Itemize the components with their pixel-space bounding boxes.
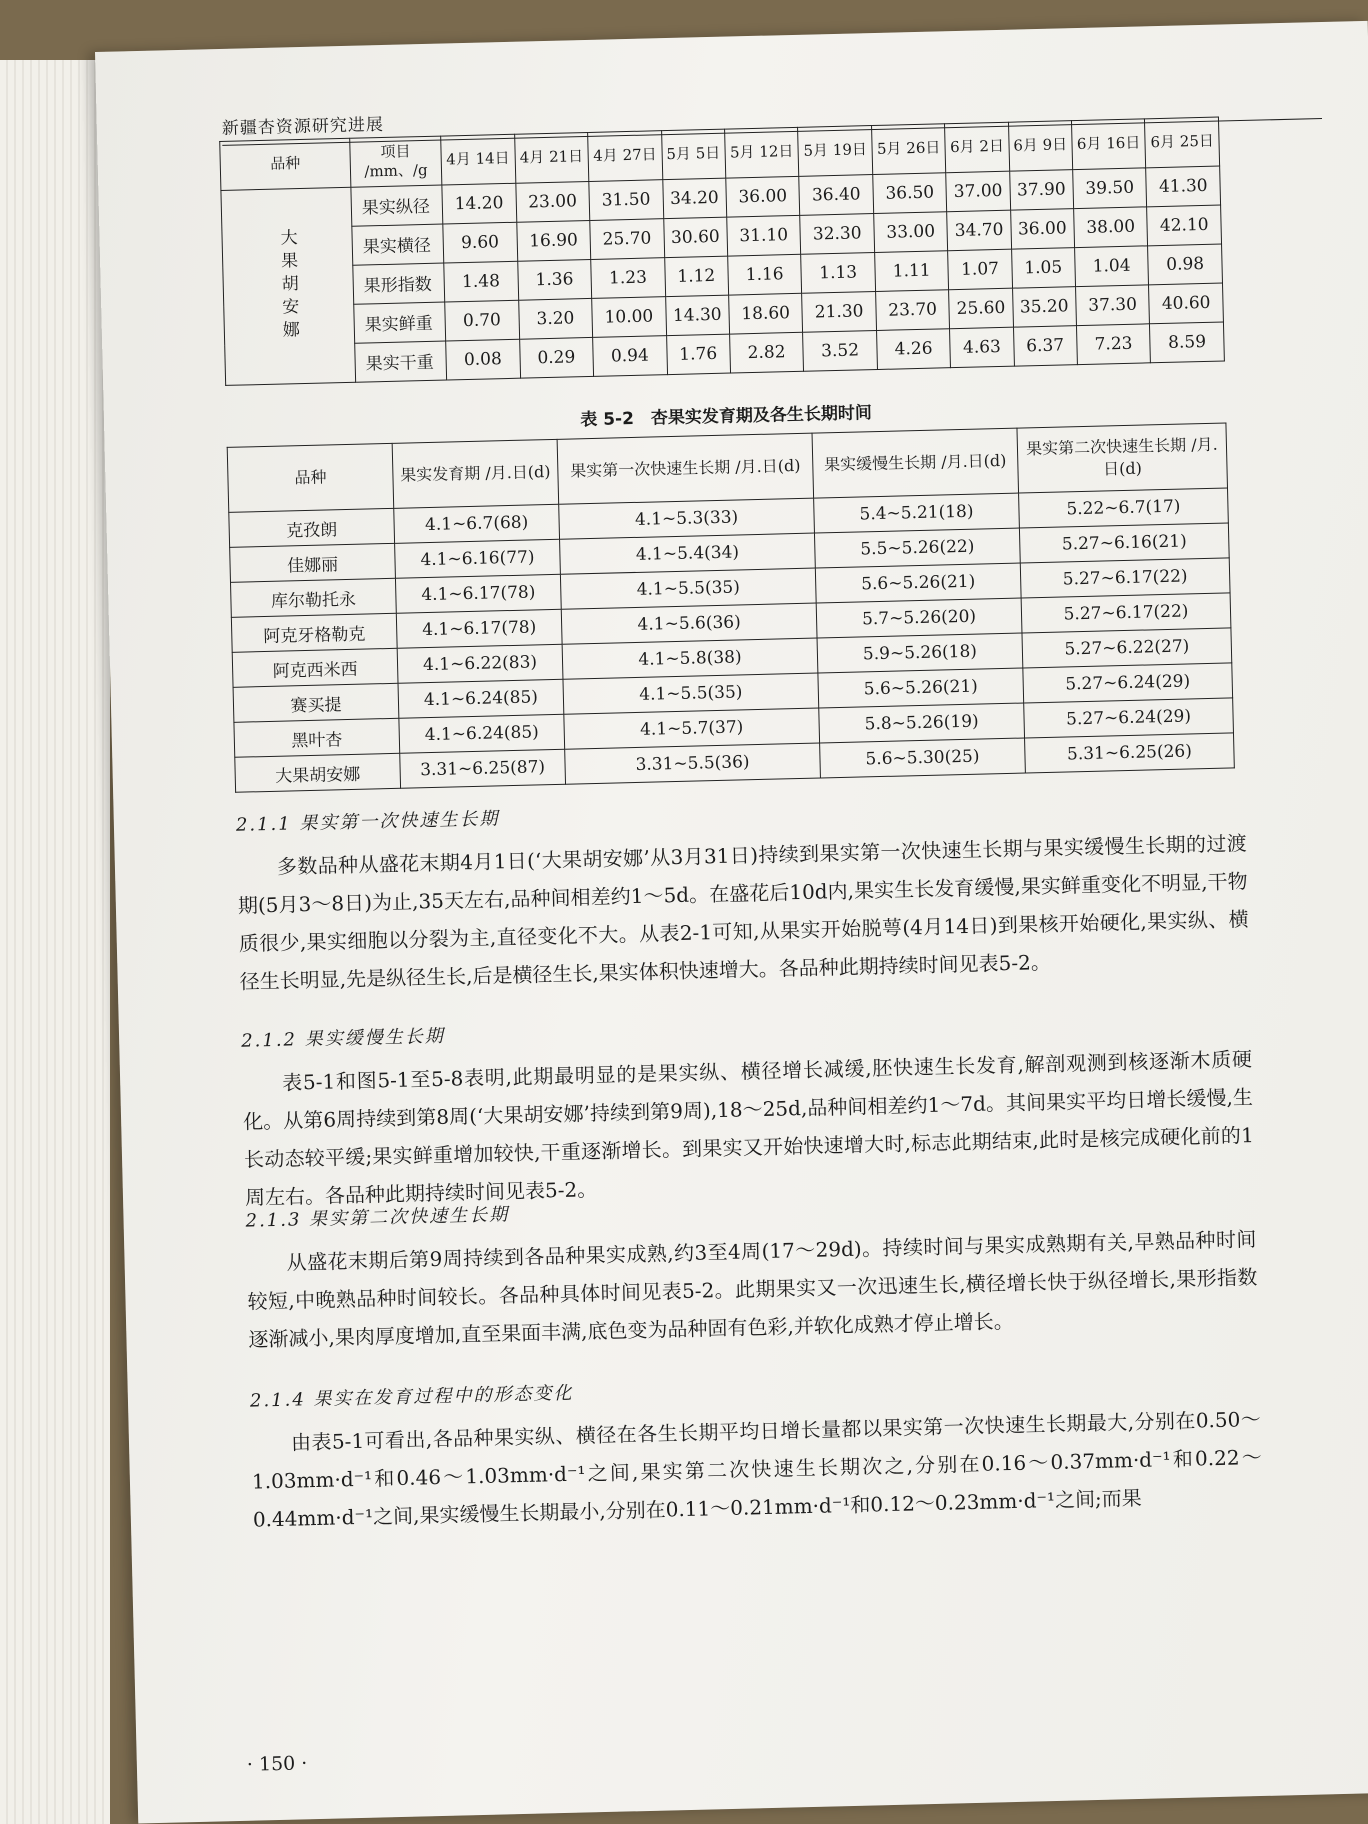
table2-cell: 4.1~6.24(85) xyxy=(398,679,564,718)
table2-cell: 5.27~6.16(21) xyxy=(1019,523,1229,563)
table2-cell: 4.1~5.5(35) xyxy=(563,673,819,714)
table2-cell: 5.27~6.24(29) xyxy=(1024,698,1234,738)
table-5-2 xyxy=(227,422,1235,792)
table1-cell: 1.76 xyxy=(666,334,730,375)
table1-cell: 1.48 xyxy=(444,261,518,302)
table1-cell: 21.30 xyxy=(802,291,876,332)
table1-row-label: 果形指数 xyxy=(353,263,445,304)
table1-cell: 34.20 xyxy=(662,178,726,219)
table2-cell: 5.6~5.30(25) xyxy=(820,738,1026,778)
table1-row-label: 果实鲜重 xyxy=(354,302,446,343)
paragraph: 表5-1和图5-1至5-8表明,此期最明显的是果实纵、横径增长减缓,胚快速生长发育,解剖观测到核逐渐木质硬化。从第6周持续到第8周(‘大果胡安娜’持续到第9周),18～25d,品种间相差约1～7d。其间果实平均日增长缓慢,生长动态较平缓;果实鲜重增加较快,干重逐渐增长。到果实又开始快速增大时,标志此期结束,此时是核完成硬化前的1周左右。各品种此期持续时间见表5-2。 xyxy=(242,1047,1255,1210)
table2-cell: 4.1~5.8(38) xyxy=(562,638,818,679)
table1-cell: 41.30 xyxy=(1146,166,1221,207)
table1-date: 6月 2日 xyxy=(945,122,1009,172)
table1-cell: 34.70 xyxy=(947,210,1011,251)
table1-cell: 36.50 xyxy=(873,172,947,213)
table2-cell: 5.5~5.26(22) xyxy=(814,528,1020,568)
table1-date: 5月 26日 xyxy=(871,124,946,174)
table1-unit-label: /mm、/g xyxy=(364,160,428,181)
table2-variety-cell: 阿克牙格勒克 xyxy=(231,613,397,652)
section-heading: 2.1.2 果实缓慢生长期 xyxy=(240,1025,445,1052)
table2-variety-cell: 阿克西米西 xyxy=(232,648,398,687)
table1-cell: 8.59 xyxy=(1150,322,1225,363)
table2-cell: 4.1~6.17(78) xyxy=(396,609,562,648)
table1-cell: 0.08 xyxy=(446,339,520,380)
table2-cell: 5.27~6.17(22) xyxy=(1021,593,1231,633)
paragraph: 从盛花末期后第9周持续到各品种果实成熟,约3至4周(17～29d)。持续时间与果实成熟期有关,早熟品种时间较短,中晚熟品种时间较长。各品种具体时间见表5-2。此期果实又一次迅速生长,横径增长快于纵径增长,果形指数逐渐减小,果肉厚度增加,直至果面丰满,底色变为品种固有色彩,并软化成熟才停止增长。 xyxy=(247,1226,1258,1352)
table1-cell: 4.63 xyxy=(950,327,1014,368)
table1-cell: 31.50 xyxy=(589,179,663,220)
table2-cell: 5.9~5.26(18) xyxy=(817,633,1023,673)
table-5-2-caption: 表 5-2 杏果实发育期及各生长期时间 xyxy=(580,403,873,431)
table1-date: 5月 12日 xyxy=(724,127,799,177)
table2-cell: 5.4~5.21(18) xyxy=(814,493,1020,533)
table2-cell: 5.27~6.22(27) xyxy=(1022,628,1232,668)
section-heading: 2.1.3 果实第二次快速生长期 xyxy=(245,1204,510,1232)
table1-cell: 1.16 xyxy=(727,254,801,295)
table1-cell: 25.70 xyxy=(590,218,664,259)
table1-cell: 38.00 xyxy=(1073,206,1147,247)
table2-cell: 5.6~5.26(21) xyxy=(815,563,1021,603)
table2-cell: 5.22~6.7(17) xyxy=(1019,488,1229,528)
paragraph: 多数品种从盛花末期4月1日(‘大果胡安娜’从3月31日)持续到果实第一次快速生长期与果实缓慢生长期的过渡期(5月3～8日)为止,35天左右,品种间相差约1～5d。在盛花后10d内,果实生长发育缓慢,果实鲜重变化不明显,干物质很少,果实细胞以分裂为主,直径变化不大。从表2-1可知,从果实开始脱萼(4月14日)到果核开始硬化,果实纵、横径生长明显,先是纵径生长,后是横径生长,果实体积快速增大。各品种此期持续时间见表5-2。 xyxy=(237,831,1249,994)
section-body xyxy=(242,1040,1255,1217)
table2-variety-cell: 大果胡安娜 xyxy=(235,753,401,792)
table1-cell: 33.00 xyxy=(873,211,947,252)
table1-cell: 0.98 xyxy=(1148,244,1223,285)
table2-cell: 4.1~5.6(36) xyxy=(561,603,817,644)
table1-cell: 42.10 xyxy=(1147,205,1222,246)
page-number: · 150 · xyxy=(246,1752,308,1776)
table2-cell: 5.31~6.25(26) xyxy=(1025,733,1235,773)
section-heading: 2.1.4 果实在发育过程中的形态变化 xyxy=(249,1382,574,1412)
table2-variety-cell: 赛买提 xyxy=(233,683,399,722)
book-page xyxy=(95,21,1368,1824)
table1-cell: 1.07 xyxy=(948,249,1012,290)
table1-cell: 36.40 xyxy=(799,174,873,215)
table1-cell: 1.36 xyxy=(517,259,591,300)
page-stack-edge xyxy=(0,60,110,1824)
section-heading: 2.1.1 果实第一次快速生长期 xyxy=(235,808,500,836)
table1-cell: 14.20 xyxy=(442,183,516,224)
table1-cell: 23.70 xyxy=(875,289,949,330)
table1-row-label: 果实纵径 xyxy=(351,185,443,226)
table1-cell: 1.12 xyxy=(664,256,728,297)
table1-cell: 36.00 xyxy=(726,176,800,217)
table1-cell: 23.00 xyxy=(515,181,589,222)
table1-cell: 2.82 xyxy=(729,332,803,373)
table1-cell: 25.60 xyxy=(949,288,1013,329)
table1-date: 5月 5日 xyxy=(661,129,725,179)
table1-date: 6月 9日 xyxy=(1008,121,1072,171)
table2-header: 品种 xyxy=(227,443,394,512)
table1-date: 5月 19日 xyxy=(798,126,873,176)
table2-cell: 3.31~5.5(36) xyxy=(565,743,821,784)
table1-date: 4月 21日 xyxy=(514,132,589,182)
table1-cell: 39.50 xyxy=(1072,167,1146,208)
table2-cell: 4.1~6.16(77) xyxy=(395,539,561,578)
table1-cell: 31.10 xyxy=(727,215,801,256)
table1-cell: 3.52 xyxy=(803,330,877,371)
table1-cell: 40.60 xyxy=(1149,283,1224,324)
running-head: 新疆杏资源研究进展 xyxy=(222,87,1322,146)
table2-header: 果实发育期 /月.日(d) xyxy=(392,439,559,508)
table2-cell: 3.31~6.25(87) xyxy=(400,749,566,788)
table2-header: 果实第二次快速生长期 /月.日(d) xyxy=(1017,423,1228,493)
table2-variety-cell: 黑叶杏 xyxy=(234,718,400,757)
table2-cell: 4.1~6.22(83) xyxy=(397,644,563,683)
table2-cell: 5.7~5.26(20) xyxy=(816,598,1022,638)
table1-item-label: 项目 xyxy=(380,142,411,162)
table1-cell: 0.70 xyxy=(445,300,519,341)
table2-variety-cell: 佳娜丽 xyxy=(230,543,396,582)
table1-row-label: 果实横径 xyxy=(352,224,444,265)
table2-cell: 5.6~5.26(21) xyxy=(818,668,1024,708)
table1-item-header xyxy=(350,136,442,187)
table1-cell: 1.05 xyxy=(1011,247,1075,288)
paragraph: 由表5-1可看出,各品种果实纵、横径在各生长期平均日增长量都以果实第一次快速生长期最大,分别在0.50～1.03mm·d⁻¹和0.46～1.03mm·d⁻¹之间,果实第二次快速生长期次之,分别在0.16～0.37mm·d⁻¹和0.22～0.44mm·d⁻¹之间,果实缓慢生长期最小,分别在0.11～0.21mm·d⁻¹和0.12～0.23mm·d⁻¹之间;而果 xyxy=(251,1406,1262,1532)
section-body xyxy=(237,824,1250,1001)
table2-variety-cell: 库尔勒托永 xyxy=(230,578,396,617)
table2-cell: 4.1~6.24(85) xyxy=(399,714,565,753)
table1-row-label: 果实干重 xyxy=(355,341,447,382)
table2-cell: 4.1~5.4(34) xyxy=(560,533,816,574)
table1-cell: 6.37 xyxy=(1013,325,1077,366)
table1-cell: 1.13 xyxy=(801,252,875,293)
table1-cell: 0.29 xyxy=(519,337,593,378)
table2-variety-cell: 克孜朗 xyxy=(229,508,395,547)
table1-variety-cell: 大果胡安娜 xyxy=(221,187,356,385)
table1-cell: 16.90 xyxy=(516,220,590,261)
table1-cell: 4.26 xyxy=(876,328,950,369)
table1-cell: 3.20 xyxy=(518,298,592,339)
table-5-1 xyxy=(219,117,1225,386)
table1-cell: 1.11 xyxy=(874,250,948,291)
table1-cell: 35.20 xyxy=(1012,286,1076,327)
table1-cell: 36.00 xyxy=(1010,208,1074,249)
table1-cell: 37.00 xyxy=(946,171,1010,212)
table1-cell: 9.60 xyxy=(443,222,517,263)
table1-cell: 37.90 xyxy=(1009,169,1073,210)
table2-cell: 4.1~5.7(37) xyxy=(564,708,820,749)
table1-cell: 0.94 xyxy=(593,335,667,376)
table2-header: 果实第一次快速生长期 /月.日(d) xyxy=(557,433,814,504)
table1-variety-header: 品种 xyxy=(220,138,351,190)
table2-body xyxy=(229,488,1235,792)
section-body xyxy=(251,1400,1263,1539)
table1-date: 6月 16日 xyxy=(1071,119,1146,169)
table1-date: 4月 14日 xyxy=(441,134,516,184)
table2-cell: 4.1~5.5(35) xyxy=(560,568,816,609)
table2-cell: 5.27~6.24(29) xyxy=(1023,663,1233,703)
table1-date: 6月 25日 xyxy=(1145,117,1220,167)
table2-cell: 4.1~6.17(78) xyxy=(395,574,561,613)
table1-cell: 1.04 xyxy=(1074,245,1148,286)
table1-cell: 32.30 xyxy=(800,213,874,254)
table2-header: 果实缓慢生长期 /月.日(d) xyxy=(812,428,1019,498)
table1-cell: 30.60 xyxy=(663,217,727,258)
table2-cell: 4.1~6.7(68) xyxy=(394,504,560,543)
table1-cell: 37.30 xyxy=(1075,284,1149,325)
table1-cell: 10.00 xyxy=(592,296,666,337)
table1-cell: 18.60 xyxy=(728,293,802,334)
table2-cell: 5.27~6.17(22) xyxy=(1020,558,1230,598)
table2-cell: 5.8~5.26(19) xyxy=(819,703,1025,743)
table1-cell: 14.30 xyxy=(665,295,729,336)
table1-cell: 7.23 xyxy=(1076,323,1150,364)
table2-cell: 4.1~5.3(33) xyxy=(559,498,815,539)
table1-date: 4月 27日 xyxy=(588,131,663,181)
section-body xyxy=(246,1220,1258,1359)
table1-cell: 1.23 xyxy=(591,257,665,298)
